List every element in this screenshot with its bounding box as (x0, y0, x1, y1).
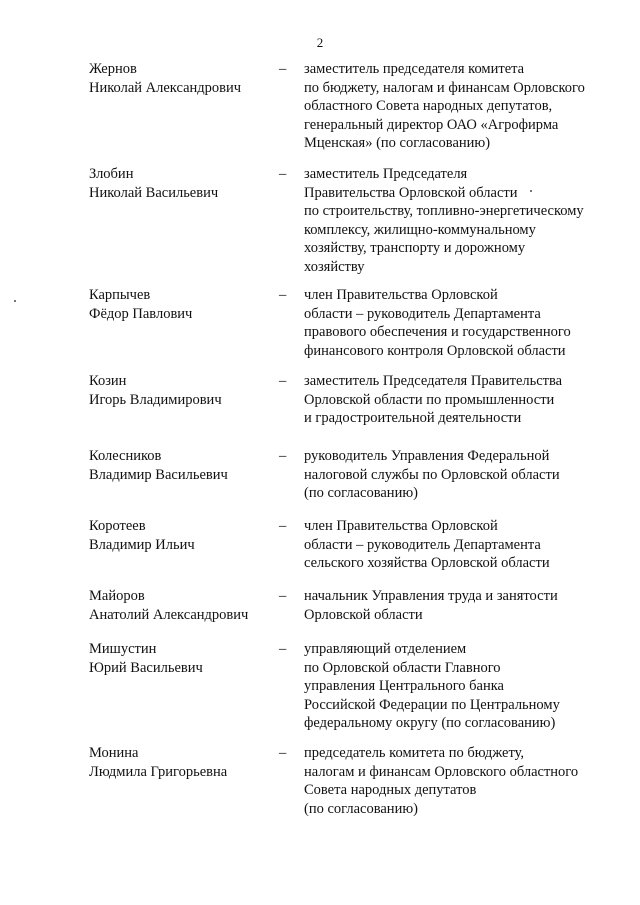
dash-separator: – (279, 588, 287, 604)
role-line: сельского хозяйства Орловской области (304, 555, 550, 572)
surname: Коротеев (89, 518, 146, 534)
member-name (89, 286, 279, 323)
member-name (89, 640, 279, 677)
given-names: Николай Александрович (89, 79, 242, 96)
member-name (89, 60, 279, 97)
member-role (304, 372, 609, 428)
dash-separator: – (279, 166, 287, 182)
role-line: (по согласованию) (304, 800, 418, 817)
role-line: Орловской области (304, 606, 423, 623)
surname: Колесников (89, 448, 162, 464)
member-name (89, 165, 279, 202)
role-line: и градостроительной деятельности (304, 410, 522, 427)
role-line: управления Центрального банка (304, 678, 504, 695)
given-names: Владимир Ильич (89, 536, 195, 553)
dash-separator: – (279, 745, 287, 761)
member-role (304, 286, 609, 360)
given-names: Игорь Владимирович (89, 391, 222, 408)
role-line: генеральный директор ОАО «Агрофирма (304, 116, 559, 133)
given-names: Владимир Васильевич (89, 466, 228, 483)
member-role (304, 640, 609, 733)
given-names: Юрий Васильевич (89, 659, 203, 676)
role-line: по бюджету, налогам и финансам Орловского (304, 79, 585, 96)
role-line: по строительству, топливно-энергетическому (304, 203, 584, 220)
role-line: Орловской области по промышленности (304, 391, 555, 408)
dash-separator: – (279, 61, 287, 77)
surname: Майоров (89, 588, 145, 604)
member-role (304, 447, 609, 503)
page-number: 2 (316, 35, 324, 50)
role-line: финансового контроля Орловской области (304, 342, 566, 359)
member-role (304, 744, 609, 818)
role-line: заместитель Председателя (304, 166, 468, 182)
role-line: (по согласованию) (304, 485, 418, 502)
role-line: заместитель Председателя Правительства (304, 373, 563, 389)
member-name (89, 447, 279, 484)
given-names: Фёдор Павлович (89, 305, 193, 322)
dash-separator: – (279, 641, 287, 657)
given-names: Людмила Григорьевна (89, 763, 228, 780)
given-names: Анатолий Александрович (89, 606, 249, 623)
surname: Козин (89, 373, 127, 389)
role-line: управляющий отделением (304, 641, 467, 657)
role-line: Правительства Орловской области (304, 184, 518, 201)
role-line: федеральному округу (по согласованию) (304, 715, 556, 732)
member-name (89, 517, 279, 554)
role-line: области – руководитель Департамента (304, 536, 541, 553)
role-line: области – руководитель Департамента (304, 305, 541, 322)
dash-separator: – (279, 448, 287, 464)
role-line: Мценская» (по согласованию) (304, 135, 491, 152)
surname: Злобин (89, 166, 134, 182)
role-line: по Орловской области Главного (304, 659, 501, 676)
scan-speck (530, 190, 532, 192)
role-line: налоговой службы по Орловской области (304, 466, 560, 483)
member-name (89, 587, 279, 624)
dash-separator: – (279, 373, 287, 389)
role-line: хозяйству (304, 258, 365, 275)
dash-separator: – (279, 287, 287, 303)
role-line: член Правительства Орловской (304, 518, 498, 534)
role-line: руководитель Управления Федеральной (304, 448, 550, 464)
surname: Жернов (89, 61, 137, 77)
surname: Монина (89, 745, 139, 761)
member-role (304, 60, 609, 153)
member-role (304, 165, 609, 277)
given-names: Николай Васильевич (89, 184, 219, 201)
role-line: Совета народных депутатов (304, 782, 477, 799)
role-line: хозяйству, транспорту и дорожному (304, 240, 526, 257)
role-line: правового обеспечения и государственного (304, 324, 571, 341)
scan-speck (14, 300, 16, 302)
dash-separator: – (279, 518, 287, 534)
role-line: областного Совета народных депутатов, (304, 98, 553, 115)
member-role (304, 587, 609, 624)
member-name (89, 744, 279, 781)
role-line: Российской Федерации по Центральному (304, 696, 560, 713)
role-line: начальник Управления труда и занятости (304, 588, 558, 604)
surname: Карпычев (89, 287, 151, 303)
member-role (304, 517, 609, 573)
role-line: налогам и финансам Орловского областного (304, 763, 579, 780)
surname: Мишустин (89, 641, 157, 657)
role-line: заместитель председателя комитета (304, 61, 525, 77)
member-name (89, 372, 279, 409)
role-line: председатель комитета по бюджету, (304, 745, 525, 761)
role-line: член Правительства Орловской (304, 287, 498, 303)
role-line: комплексу, жилищно-коммунальному (304, 221, 536, 238)
